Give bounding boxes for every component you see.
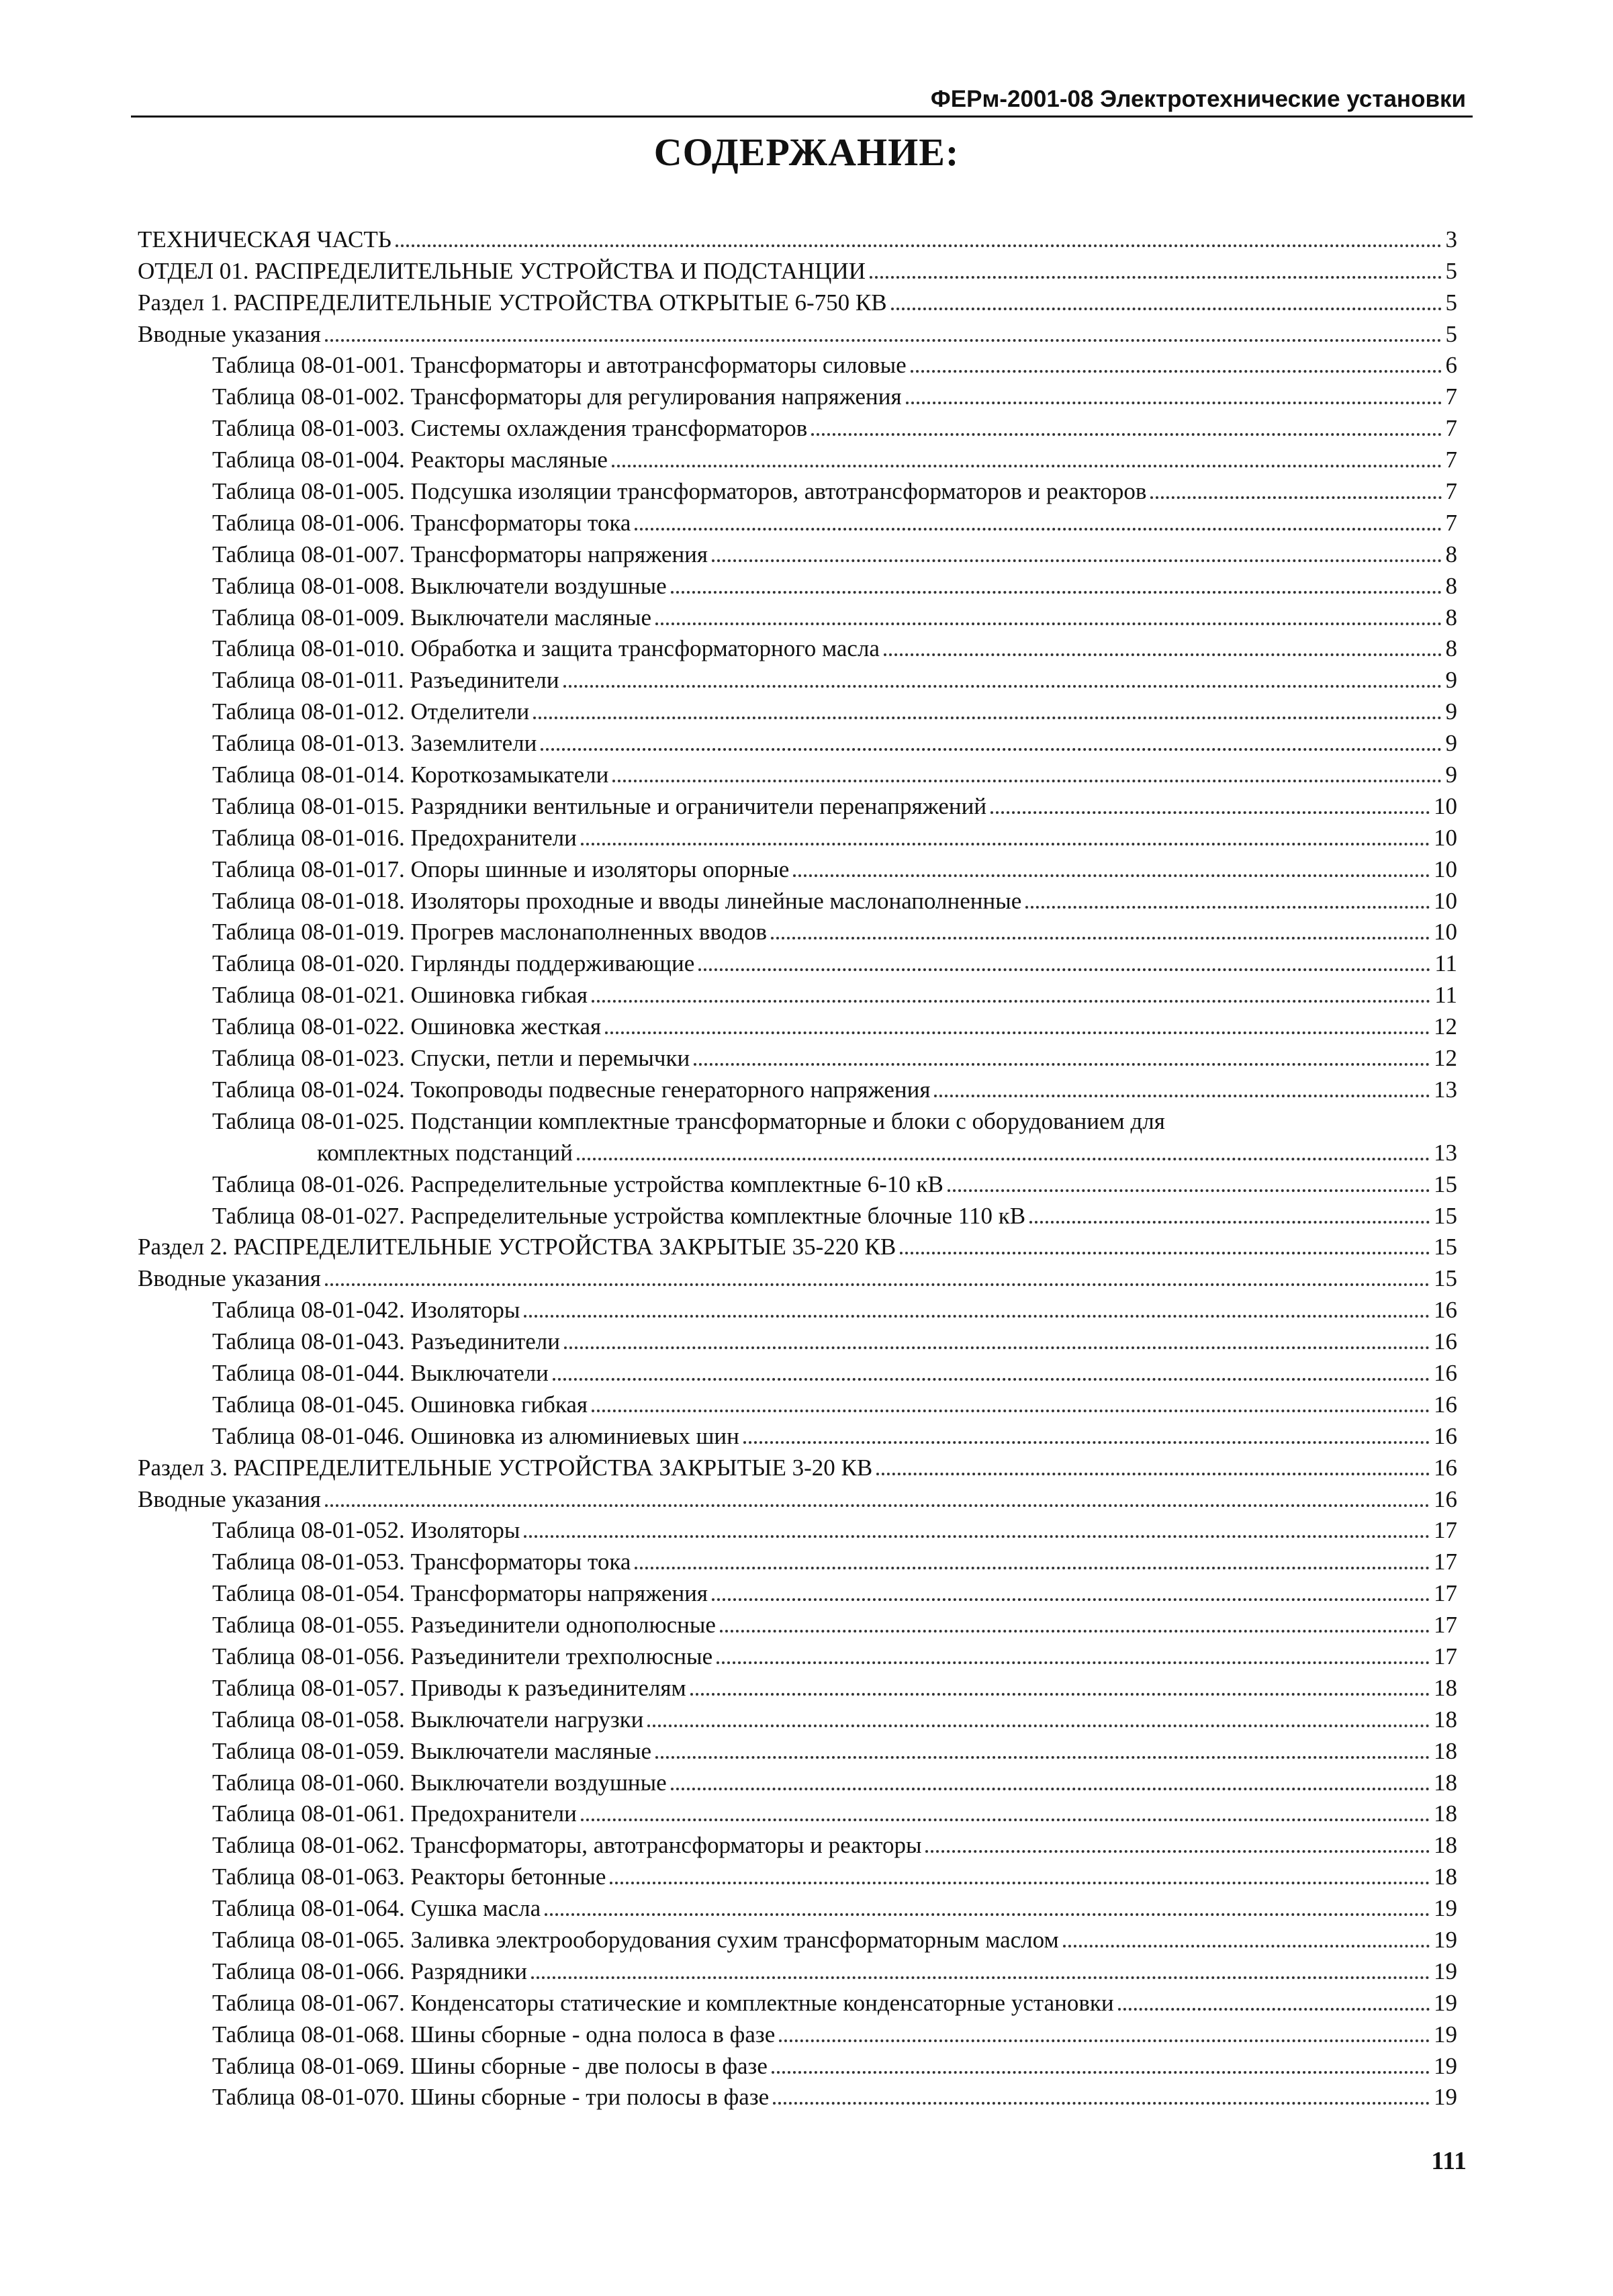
toc-entry-label: Таблица 08-01-060. Выключатели воздушные (212, 1769, 667, 1796)
toc-entry-label: Таблица 08-01-043. Разъединители (212, 1328, 560, 1355)
toc-entry-page: 7 (1445, 447, 1457, 473)
toc-dot-leader (870, 276, 1442, 279)
toc-dot-leader (553, 1378, 1430, 1381)
toc-dot-leader (717, 1661, 1430, 1664)
toc-entry[interactable] (138, 1733, 1457, 1765)
toc-entry-label: Таблица 08-01-044. Выключатели (212, 1359, 549, 1386)
toc-entry[interactable] (138, 1827, 1457, 1859)
toc-entry-page: 18 (1434, 1706, 1457, 1733)
toc-dot-leader (581, 1819, 1430, 1821)
toc-entry-page: 10 (1434, 824, 1457, 851)
toc-entry[interactable] (138, 883, 1457, 915)
toc-entry[interactable] (138, 505, 1457, 537)
toc-entry-page: 19 (1434, 2084, 1457, 2111)
toc-entry-page: 12 (1434, 1013, 1457, 1040)
toc-entry-page: 7 (1445, 478, 1457, 505)
toc-entry-page: 9 (1445, 698, 1457, 725)
toc-entry-page: 19 (1434, 1958, 1457, 1984)
toc-entry[interactable] (138, 473, 1457, 505)
toc-entry-label: Таблица 08-01-065. Заливка электрооборудования сухим трансформаторным маслом (212, 1926, 1059, 1953)
toc-entry-page: 19 (1434, 1926, 1457, 1953)
toc-entry-label: Таблица 08-01-053. Трансформаторы тока (212, 1549, 631, 1575)
toc-entry-page: 18 (1434, 1864, 1457, 1890)
toc-entry[interactable] (138, 725, 1457, 757)
toc-dot-leader (906, 402, 1442, 404)
toc-entry-page: 11 (1434, 950, 1457, 977)
toc-entry[interactable] (138, 1702, 1457, 1733)
toc-entry-page: 8 (1445, 604, 1457, 631)
toc-entry-page: 17 (1434, 1580, 1457, 1607)
toc-entry-page: 16 (1434, 1297, 1457, 1324)
toc-entry[interactable] (138, 1418, 1457, 1450)
toc-entry[interactable] (138, 410, 1457, 442)
toc-dot-leader (564, 1346, 1430, 1349)
toc-entry-label: Таблица 08-01-068. Шины сборные - одна полоса в фазе (212, 2021, 776, 2048)
toc-entry-page: 15 (1434, 1234, 1457, 1260)
toc-entry-label: Таблица 08-01-066. Разрядники (212, 1958, 527, 1984)
toc-dot-leader (325, 1283, 1430, 1286)
toc-entry-label: Таблица 08-01-026. Распределительные устройства комплектные 6-10 кВ (212, 1170, 943, 1197)
toc-entry-label: Таблица 08-01-056. Разъединители трехполюсные (212, 1643, 713, 1669)
toc-entry-label: Таблица 08-01-015. Разрядники вентильные и ограничители перенапряжений (212, 792, 987, 819)
toc-entry-label: Таблица 08-01-021. Ошиновка гибкая (212, 982, 588, 1009)
toc-entry[interactable] (138, 1387, 1457, 1418)
toc-dot-leader (635, 1567, 1430, 1569)
toc-entry-page: 17 (1434, 1612, 1457, 1639)
toc-entry[interactable] (138, 662, 1457, 694)
toc-dot-leader (671, 591, 1442, 594)
toc-entry[interactable] (138, 1607, 1457, 1639)
toc-entry[interactable] (138, 631, 1457, 663)
toc-dot-leader (1025, 906, 1430, 909)
toc-entry[interactable] (138, 1103, 1457, 1135)
toc-entry-label: Таблица 08-01-061. Предохранители (212, 1800, 577, 1827)
toc-dot-leader (533, 717, 1441, 719)
toc-dot-leader (772, 2071, 1430, 2074)
toc-entry[interactable] (138, 285, 1457, 316)
toc-dot-leader (541, 748, 1441, 751)
toc-entry[interactable] (138, 1040, 1457, 1072)
toc-entry[interactable] (138, 1481, 1457, 1513)
toc-entry-label: Таблица 08-01-003. Системы охлаждения трансформаторов (212, 415, 808, 442)
toc-entry-page: 17 (1434, 1517, 1457, 1544)
toc-entry-label: Таблица 08-01-013. Заземлители (212, 730, 537, 757)
toc-entry[interactable] (138, 1544, 1457, 1575)
toc-entry[interactable] (138, 1450, 1457, 1481)
toc-entry-page: 19 (1434, 2052, 1457, 2079)
toc-dot-leader (592, 1000, 1430, 1003)
toc-entry[interactable] (138, 1513, 1457, 1545)
toc-entry-page: 19 (1434, 1895, 1457, 1922)
toc-entry-page: 10 (1434, 856, 1457, 882)
toc-entry-label: Таблица 08-01-059. Выключатели масляные (212, 1737, 651, 1764)
toc-entry-label: Таблица 08-01-016. Предохранители (212, 824, 577, 851)
toc-entry-page: 10 (1434, 887, 1457, 914)
toc-entry[interactable] (138, 2048, 1457, 2080)
toc-entry[interactable] (138, 1230, 1457, 1261)
toc-dot-leader (698, 968, 1430, 971)
toc-dot-leader (743, 1441, 1430, 1444)
toc-entry[interactable] (138, 1260, 1457, 1292)
toc-dot-leader (911, 370, 1442, 373)
toc-entry-label: Вводные указания (138, 320, 321, 347)
toc-entry-label: Таблица 08-01-010. Обработка и защита трансформаторного масла (212, 635, 880, 662)
toc-entry[interactable] (138, 1639, 1457, 1670)
toc-entry-label: Таблица 08-01-007. Трансформаторы напряжения (212, 541, 708, 567)
toc-dot-leader (690, 1693, 1430, 1696)
toc-dot-leader (712, 1598, 1430, 1601)
toc-entry-page: 16 (1434, 1422, 1457, 1449)
toc-entry-label: Таблица 08-01-006. Трансформаторы тока (212, 509, 631, 536)
toc-entry[interactable] (138, 537, 1457, 568)
toc-entry-page: 7 (1445, 415, 1457, 442)
toc-entry-page: 16 (1434, 1391, 1457, 1418)
toc-entry[interactable] (138, 2017, 1457, 2048)
toc-entry-page: 16 (1434, 1328, 1457, 1355)
toc-entry[interactable] (138, 253, 1457, 285)
toc-entry-page: 19 (1434, 2021, 1457, 2048)
toc-entry[interactable] (138, 1796, 1457, 1828)
toc-entry-label: ТЕХНИЧЕСКАЯ ЧАСТЬ (138, 226, 391, 252)
toc-dot-leader (531, 1976, 1430, 1979)
toc-entry-label: Раздел 2. РАСПРЕДЕЛИТЕЛЬНЫЕ УСТРОЙСТВА ЗАКРЫТЫЕ 35-220 КВ (138, 1234, 896, 1260)
toc-entry-page: 7 (1445, 509, 1457, 536)
toc-dot-leader (647, 1725, 1430, 1727)
toc-entry[interactable] (138, 1954, 1457, 1985)
toc-dot-leader (605, 1031, 1430, 1034)
toc-dot-leader (563, 685, 1442, 688)
toc-entry-page: 16 (1434, 1454, 1457, 1481)
toc-dot-leader (396, 244, 1442, 247)
toc-entry-label: комплектных подстанций (317, 1139, 573, 1166)
toc-entry[interactable] (138, 946, 1457, 977)
toc-entry-page: 15 (1434, 1170, 1457, 1197)
toc-dot-leader (771, 937, 1430, 939)
toc-entry-page: 17 (1434, 1643, 1457, 1669)
toc-entry-label: Таблица 08-01-055. Разъединители однополюсные (212, 1612, 716, 1639)
toc-entry-label: Таблица 08-01-067. Конденсаторы статические и комплектные конденсаторные установки (212, 1989, 1114, 2016)
toc-entry[interactable] (138, 316, 1457, 348)
toc-entry-label: Таблица 08-01-018. Изоляторы проходные и вводы линейные маслонаполненные (212, 887, 1022, 914)
toc-dot-leader (793, 874, 1430, 877)
toc-dot-leader (524, 1315, 1430, 1318)
toc-entry[interactable] (138, 348, 1457, 379)
toc-entry[interactable] (138, 600, 1457, 631)
toc-entry[interactable] (138, 1670, 1457, 1702)
toc-dot-leader (948, 1189, 1430, 1192)
toc-entry[interactable] (138, 1765, 1457, 1796)
toc-entry-page: 18 (1434, 1832, 1457, 1859)
toc-dot-leader (325, 1504, 1430, 1507)
toc-entry-label: Раздел 1. РАСПРЕДЕЛИТЕЛЬНЫЕ УСТРОЙСТВА ОТКРЫТЫЕ 6-750 КВ (138, 289, 887, 316)
toc-dot-leader (610, 1882, 1430, 1884)
toc-entry-page: 7 (1445, 383, 1457, 410)
toc-entry[interactable] (138, 1135, 1457, 1166)
toc-entry[interactable] (138, 1292, 1457, 1324)
toc-dot-leader (577, 1158, 1430, 1160)
toc-entry[interactable] (138, 1072, 1457, 1103)
toc-entry-label: Таблица 08-01-052. Изоляторы (212, 1517, 520, 1544)
toc-entry-page: 3 (1445, 226, 1457, 252)
page-number: 111 (1431, 2147, 1467, 2175)
toc-entry-label: Таблица 08-01-008. Выключатели воздушные (212, 572, 667, 599)
toc-entry-page: 18 (1434, 1674, 1457, 1701)
toc-entry-page: 16 (1434, 1359, 1457, 1386)
toc-entry-label: Таблица 08-01-001. Трансформаторы и автотрансформаторы силовые (212, 352, 907, 379)
toc-entry[interactable] (138, 2080, 1457, 2111)
toc-dot-leader (1029, 1221, 1430, 1224)
toc-entry-page: 8 (1445, 541, 1457, 567)
toc-entry-label: Таблица 08-01-058. Выключатели нагрузки (212, 1706, 644, 1733)
toc-entry-label: Таблица 08-01-022. Ошиновка жесткая (212, 1013, 602, 1040)
toc-entry-label: Таблица 08-01-024. Токопроводы подвесные генераторного напряжения (212, 1076, 931, 1103)
toc-dot-leader (635, 528, 1441, 531)
toc-dot-leader (325, 339, 1442, 342)
toc-dot-leader (592, 1410, 1430, 1412)
toc-entry-label: ОТДЕЛ 01. РАСПРЕДЕЛИТЕЛЬНЫЕ УСТРОЙСТВА И ПОДСТАНЦИИ (138, 257, 866, 284)
toc-entry-page: 6 (1445, 352, 1457, 379)
toc-entry-label: Таблица 08-01-046. Ошиновка из алюминиевых шин (212, 1422, 739, 1449)
toc-dot-leader (900, 1252, 1430, 1254)
toc-entry-page: 18 (1434, 1800, 1457, 1827)
toc-dot-leader (876, 1473, 1430, 1475)
toc-entry-label: Таблица 08-01-054. Трансформаторы напряжения (212, 1580, 708, 1607)
toc-entry-label: Таблица 08-01-062. Трансформаторы, автотрансформаторы и реакторы (212, 1832, 922, 1859)
toc-entry-label: Таблица 08-01-020. Гирлянды поддерживающие (212, 950, 695, 977)
toc-entry-page: 11 (1434, 982, 1457, 1009)
toc-entry-label: Таблица 08-01-012. Отделители (212, 698, 530, 725)
toc-dot-leader (990, 811, 1430, 814)
toc-entry[interactable] (138, 1355, 1457, 1387)
toc-entry-page: 9 (1445, 762, 1457, 788)
toc-entry-label: Таблица 08-01-063. Реакторы бетонные (212, 1864, 606, 1890)
table-of-contents (138, 222, 1457, 2111)
toc-dot-leader (891, 308, 1442, 310)
toc-dot-leader (545, 1913, 1430, 1916)
toc-entry-label: Таблица 08-01-045. Ошиновка гибкая (212, 1391, 588, 1418)
toc-entry-page: 5 (1445, 257, 1457, 284)
toc-entry-page: 10 (1434, 919, 1457, 946)
toc-entry-page: 15 (1434, 1265, 1457, 1292)
toc-dot-leader (612, 465, 1442, 467)
toc-dot-leader (779, 2039, 1430, 2042)
toc-entry-page: 10 (1434, 792, 1457, 819)
toc-entry[interactable] (138, 820, 1457, 852)
toc-entry-label: Таблица 08-01-005. Подсушка изоляции трансформаторов, автотрансформаторов и реакторов (212, 478, 1147, 505)
toc-dot-leader (655, 1756, 1430, 1759)
toc-entry[interactable] (138, 694, 1457, 725)
page-title: СОДЕРЖАНИЕ: (653, 130, 960, 174)
toc-entry-label: Таблица 08-01-042. Изоляторы (212, 1297, 520, 1324)
toc-entry-label: Таблица 08-01-069. Шины сборные - две полосы в фазе (212, 2052, 768, 2079)
toc-dot-leader (671, 1788, 1430, 1790)
toc-entry[interactable] (138, 915, 1457, 946)
toc-entry-label: Таблица 08-01-025. Подстанции комплектные трансформаторные и блоки с оборудованием для (212, 1107, 1165, 1134)
toc-entry-page: 18 (1434, 1737, 1457, 1764)
toc-entry-label: Таблица 08-01-064. Сушка масла (212, 1895, 541, 1922)
toc-entry-label: Вводные указания (138, 1485, 321, 1512)
toc-entry-page: 9 (1445, 730, 1457, 757)
page-header (131, 75, 1473, 118)
toc-entry-page: 12 (1434, 1045, 1457, 1072)
toc-dot-leader (934, 1095, 1430, 1097)
toc-dot-leader (655, 623, 1442, 625)
toc-dot-leader (524, 1535, 1430, 1538)
toc-dot-leader (720, 1630, 1430, 1633)
toc-entry-label: Таблица 08-01-027. Распределительные устройства комплектные блочные 110 кВ (212, 1202, 1026, 1229)
toc-entry[interactable] (138, 1009, 1457, 1040)
toc-entry-label: Таблица 08-01-019. Прогрев маслонаполненных вводов (212, 919, 768, 946)
toc-entry-label: Таблица 08-01-004. Реакторы масляные (212, 447, 608, 473)
toc-dot-leader (694, 1063, 1430, 1066)
toc-dot-leader (612, 780, 1441, 782)
toc-entry-label: Таблица 08-01-057. Приводы к разъединителям (212, 1674, 686, 1701)
toc-entry[interactable] (138, 379, 1457, 410)
toc-entry[interactable] (138, 852, 1457, 883)
toc-entry-label: Вводные указания (138, 1265, 321, 1292)
toc-entry-label: Раздел 3. РАСПРЕДЕЛИТЕЛЬНЫЕ УСТРОЙСТВА ЗАКРЫТЫЕ 3-20 КВ (138, 1454, 873, 1481)
toc-entry[interactable] (138, 222, 1457, 253)
toc-dot-leader (925, 1850, 1430, 1853)
toc-entry[interactable] (138, 1922, 1457, 1954)
toc-dot-leader (1150, 496, 1441, 499)
toc-entry[interactable] (138, 1198, 1457, 1230)
toc-entry-page: 18 (1434, 1769, 1457, 1796)
toc-entry-page: 15 (1434, 1202, 1457, 1229)
toc-entry-label: Таблица 08-01-017. Опоры шинные и изоляторы опорные (212, 856, 790, 882)
toc-entry[interactable] (138, 1324, 1457, 1355)
toc-dot-leader (811, 433, 1441, 436)
toc-entry[interactable] (138, 977, 1457, 1009)
toc-entry[interactable] (138, 1859, 1457, 1890)
toc-entry-label: Таблица 08-01-009. Выключатели масляные (212, 604, 651, 631)
toc-entry-page: 19 (1434, 1989, 1457, 2016)
toc-entry[interactable] (138, 1985, 1457, 2017)
toc-dot-leader (581, 843, 1430, 845)
toc-entry-label: Таблица 08-01-023. Спуски, петли и перемычки (212, 1045, 690, 1072)
toc-entry[interactable] (138, 1890, 1457, 1922)
toc-entry[interactable] (138, 757, 1457, 788)
toc-entry[interactable] (138, 788, 1457, 820)
toc-entry[interactable] (138, 1575, 1457, 1607)
toc-entry-page: 5 (1445, 289, 1457, 316)
toc-entry-page: 13 (1434, 1076, 1457, 1103)
toc-dot-leader (773, 2102, 1430, 2105)
toc-entry-page: 8 (1445, 572, 1457, 599)
toc-entry-page: 16 (1434, 1485, 1457, 1512)
toc-dot-leader (884, 653, 1442, 656)
toc-entry[interactable] (138, 442, 1457, 473)
header-text: ФЕРм-2001-08 Электротехнические установки (930, 86, 1466, 112)
toc-entry-page: 8 (1445, 635, 1457, 662)
toc-entry-page: 17 (1434, 1549, 1457, 1575)
toc-entry-page: 9 (1445, 667, 1457, 694)
toc-dot-leader (712, 559, 1441, 562)
toc-entry-label: Таблица 08-01-070. Шины сборные - три полосы в фазе (212, 2084, 770, 2111)
toc-entry[interactable] (138, 1166, 1457, 1198)
toc-entry-page: 5 (1445, 320, 1457, 347)
toc-entry-label: Таблица 08-01-014. Короткозамыкатели (212, 762, 609, 788)
toc-entry-page: 13 (1434, 1139, 1457, 1166)
toc-dot-leader (1118, 2008, 1430, 2011)
toc-entry-label: Таблица 08-01-002. Трансформаторы для регулирования напряжения (212, 383, 902, 410)
toc-entry[interactable] (138, 568, 1457, 600)
toc-entry-label: Таблица 08-01-011. Разъединители (212, 667, 559, 694)
toc-dot-leader (1063, 1945, 1430, 1947)
